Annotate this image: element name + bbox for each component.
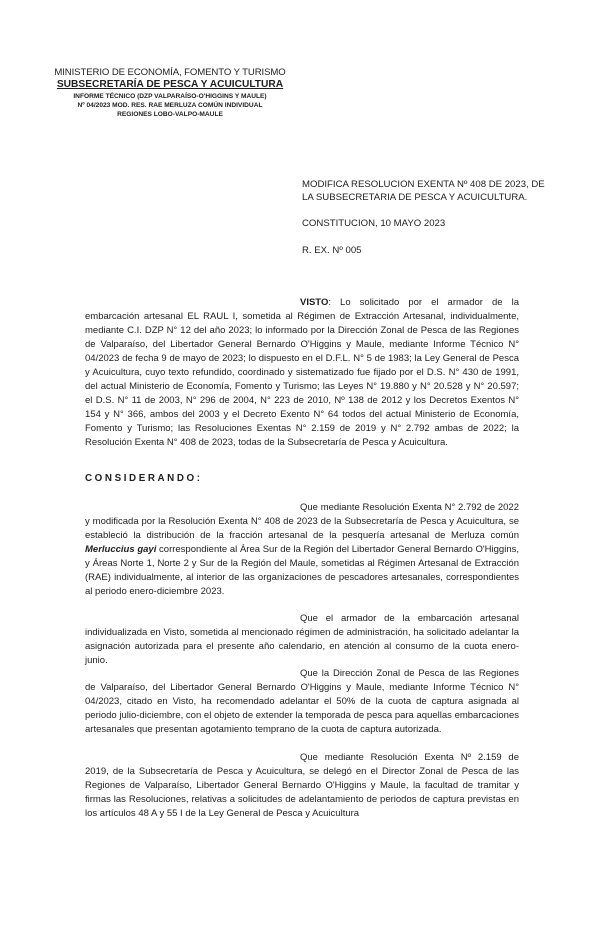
- ministry-name: MINISTERIO DE ECONOMÍA, FOMENTO Y TURISMO: [54, 67, 286, 78]
- resolution-number: R. EX. Nº 005: [302, 245, 362, 256]
- species-name: Merluccius gayi: [85, 544, 157, 555]
- place-and-date: CONSTITUCION, 10 MAYO 2023: [302, 218, 446, 229]
- resolution-title-line-2: LA SUBSECRETARIA DE PESCA Y ACUICULTURA.: [302, 192, 528, 203]
- undersecretariat-name: SUBSECRETARÍA DE PESCA Y ACUICULTURA: [56, 79, 284, 90]
- visto-label: VISTO: [300, 297, 329, 308]
- considerando-paragraph-2: Que el armador de la embarcación artesanal individualizada en Visto, sometida al mencionado régimen de administración, ha solicitado adelantar la asignación autorizada para el presente año calendario, en atención al consumo de la cuota enero-junio.: [85, 613, 519, 666]
- visto-text: : Lo solicitado por el armador de la embarcación artesanal EL RAUL I, sometida al Régimen de Extracción Artesanal, individualmente, mediante C.I. DZP N° 12 del año 2023; lo informado por la Dirección Zonal de Pesca de las Regiones de Valparaíso, del Libertador General Bernardo O'Higgins y Maule, mediante Informe Técnico N° 04/2023 de fecha 9 de mayo de 2023; lo dispuesto en el D.F.L. N° 5 de 1983; la Ley General de Pesca y Acuicultura, cuyo texto refundido, coordinado y sistematizado fue fijado por el D.S. N° 430 de 1991, del actual Ministerio de Economía, Fomento y Turismo; las Leyes N° 19.880 y N° 20.528 y N° 20.597; el D.S. N° 11 de 2003, N° 296 de 2004, N° 223 de 2010, Nº 138 de 2012 y los Decretos Exentos N° 154 y N° 366, ambos del 2003 y el Decreto Exento N° 64 todos del actual Ministerio de Economía, Fomento y Turismo; las Resoluciones Exentas N° 2.159 de 2019 y N° 2.792 ambas de 2022; la Resolución Exenta N° 408 de 2023, todas de la Subsecretaría de Pesca y Acuicultura.: [85, 297, 519, 448]
- report-reference-line-1: INFORME TÉCNICO (DZP VALPARAÍSO-O'HIGGINS Y MAULE): [73, 93, 267, 100]
- report-reference-line-2: Nº 04/2023 MOD. RES. RAE MERLUZA COMÚN INDIVIDUAL: [77, 102, 263, 109]
- considerando-paragraph-4: Que mediante Resolución Exenta Nº 2.159 de 2019, de la Subsecretaría de Pesca y Acuicultura, se delegó en el Director Zonal de Pesca de las Regiones de Valparaíso, Libertador General Bernardo O'Higgins y Maule, la facultad de tramitar y firmas las Resoluciones, relativas a solicitudes de adelantamiento de periodos de captura previstas en los artículos 48 A y 55 I de la Ley General de Pesca y Acuicultura: [85, 752, 519, 819]
- visto-paragraph: [85, 296, 519, 450]
- resolution-title-line-1: MODIFICA RESOLUCION EXENTA Nº 408 DE 2023, DE: [302, 179, 545, 190]
- considerando-heading: CONSIDERANDO:: [85, 473, 203, 484]
- report-reference-line-3: REGIONES LOBO-VALPO-MAULE: [117, 111, 223, 118]
- considerando-paragraph-3: Que la Dirección Zonal de Pesca de las Regiones de Valparaíso, del Libertador General Bernardo O'Higgins y Maule, mediante Informe Técnico N° 04/2023, citado en Visto, ha recomendado adelantar el 50% de la cuota de captura asignada al periodo julio-diciembre, con el objeto de extender la temporada de pesca para aquellas embarcaciones artesanales que presentan agotamiento temprano de la cuota de captura autorizada.: [85, 668, 519, 735]
- considerando-paragraph-1: Que mediante Resolución Exenta N° 2.792 de 2022 y modificada por la Resolución Exenta N° 408 de 2023 de la Subsecretaría de Pesca y Acuicultura, se estableció la distribución de la fracción artesanal de la pesquería artesanal de Merluza común Merluccius gayi correspondiente al Área Sur de la Región del Libertador General Bernardo O'Higgins, y Áreas Norte 1, Norte 2 y Sur de la Región del Maule, sometidas al Régimen Artesanal de Extracción (RAE) individualmente, al interior de las organizaciones de pescadores artesanales, correspondientes al periodo enero-diciembre 2023.: [85, 502, 519, 597]
